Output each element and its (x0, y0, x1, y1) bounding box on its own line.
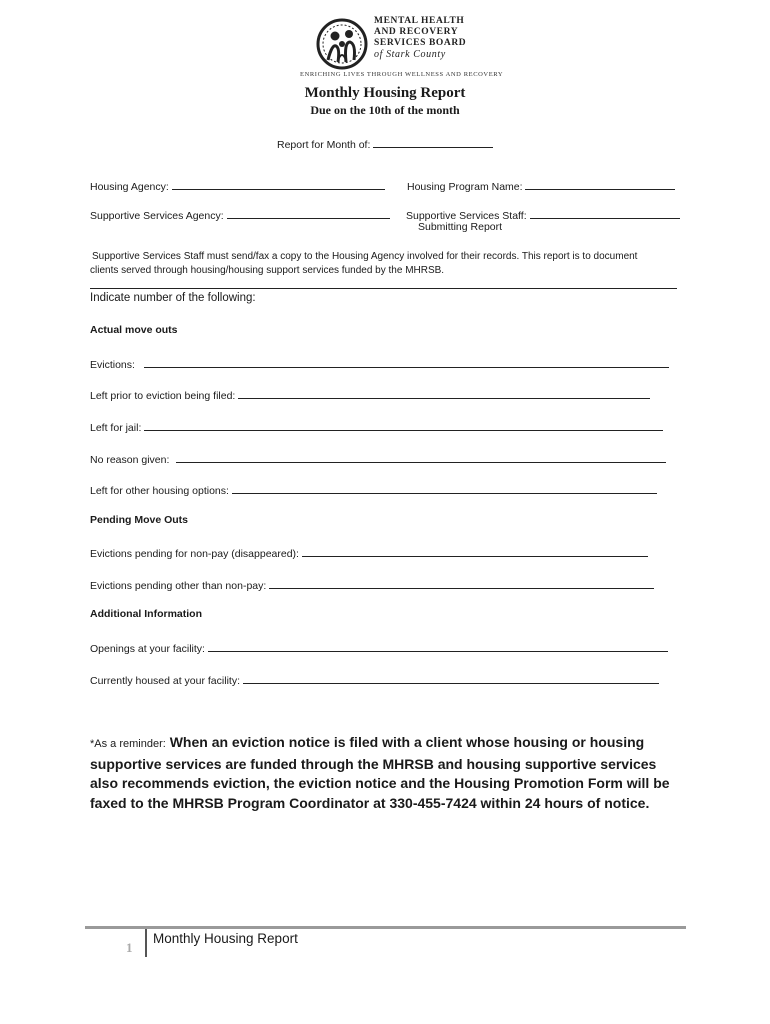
pending-nonpay-label: Evictions pending for non-pay (disappeared): (90, 548, 299, 560)
reminder-text: When an eviction notice is filed with a client whose housing or housing supportive services are funded through the MHRSB and housing supportive services also recommends eviction, the eviction notice and the Housing Promotion Form will be faxed to the MHRSB Program Coordinator at 330-455-7424 within 24 hours of notice. (90, 734, 670, 811)
section-divider (90, 288, 677, 289)
housing-agency-row (90, 178, 385, 193)
logo-wordmark (374, 16, 466, 60)
report-month-label: Report for Month of: (277, 139, 371, 151)
openings-field[interactable] (208, 640, 668, 652)
housing-agency-label: Housing Agency: (90, 181, 169, 193)
left-other-field[interactable] (232, 482, 657, 494)
pending-nonpay-field[interactable] (302, 545, 648, 557)
section-additional-info: Additional Information (90, 608, 202, 620)
supportive-staff-label: Supportive Services Staff: (406, 210, 527, 222)
pending-other-field[interactable] (269, 577, 654, 589)
supportive-staff-field[interactable] (530, 207, 680, 219)
logo-tagline: ENRICHING LIVES THROUGH WELLNESS AND RECOVERY (300, 71, 504, 78)
instructions-line-2: clients served through housing/housing support services funded by the MHRSB. (90, 264, 445, 276)
left-jail-label: Left for jail: (90, 422, 142, 434)
footer-title: Monthly Housing Report (153, 931, 298, 946)
logo-line-1: MENTAL HEALTH (374, 16, 465, 26)
left-prior-label: Left prior to eviction being filed: (90, 390, 236, 402)
section-pending-move-outs: Pending Move Outs (90, 514, 189, 526)
openings-row (90, 640, 668, 655)
report-month-row (277, 136, 493, 151)
left-other-row (90, 482, 657, 497)
left-prior-row (90, 387, 650, 402)
housing-program-row (407, 178, 675, 193)
no-reason-field[interactable] (176, 451, 666, 463)
footer-rule (85, 926, 686, 929)
currently-housed-label: Currently housed at your facility: (90, 675, 240, 687)
left-other-label: Left for other housing options: (90, 485, 229, 497)
no-reason-row (90, 451, 666, 466)
submitting-report-label: Submitting Report (418, 221, 503, 233)
section-actual-move-outs: Actual move outs (90, 324, 178, 336)
evictions-field[interactable] (144, 356, 669, 368)
page-subtitle: Due on the 10th of the month (310, 103, 460, 117)
footer-divider (145, 929, 147, 957)
pending-other-row (90, 577, 654, 592)
supportive-agency-row (90, 207, 390, 222)
report-month-field[interactable] (373, 136, 493, 148)
indicate-heading: Indicate number of the following: (90, 292, 256, 304)
pending-nonpay-row (90, 545, 648, 560)
logo-line-4: of Stark County (374, 49, 446, 60)
logo-line-2: AND RECOVERY (374, 27, 459, 37)
supportive-staff-row (406, 207, 680, 222)
housing-program-label: Housing Program Name: (407, 181, 523, 193)
instructions (90, 250, 637, 277)
no-reason-label: No reason given: (90, 454, 170, 466)
page-title: Monthly Housing Report (304, 85, 466, 101)
logo-line-3: SERVICES BOARD (374, 38, 467, 48)
currently-housed-row (90, 672, 659, 687)
page-number: 1 (126, 940, 133, 955)
left-jail-field[interactable] (144, 419, 663, 431)
housing-program-field[interactable] (525, 178, 675, 190)
evictions-row (90, 356, 669, 371)
left-prior-field[interactable] (238, 387, 650, 399)
evictions-label: Evictions: (90, 359, 135, 371)
pending-other-label: Evictions pending other than non-pay: (90, 580, 267, 592)
supportive-agency-field[interactable] (227, 207, 390, 219)
instructions-line-1: Supportive Services Staff must send/fax a copy to the Housing Agency involved for their records. This report is to document (92, 251, 638, 262)
housing-agency-field[interactable] (172, 178, 385, 190)
reminder-lead: *As a reminder: (90, 738, 166, 750)
supportive-agency-label: Supportive Services Agency: (90, 210, 224, 222)
left-jail-row (90, 419, 663, 434)
reminder-notice (90, 733, 680, 813)
openings-label: Openings at your facility: (90, 643, 205, 655)
currently-housed-field[interactable] (243, 672, 659, 684)
